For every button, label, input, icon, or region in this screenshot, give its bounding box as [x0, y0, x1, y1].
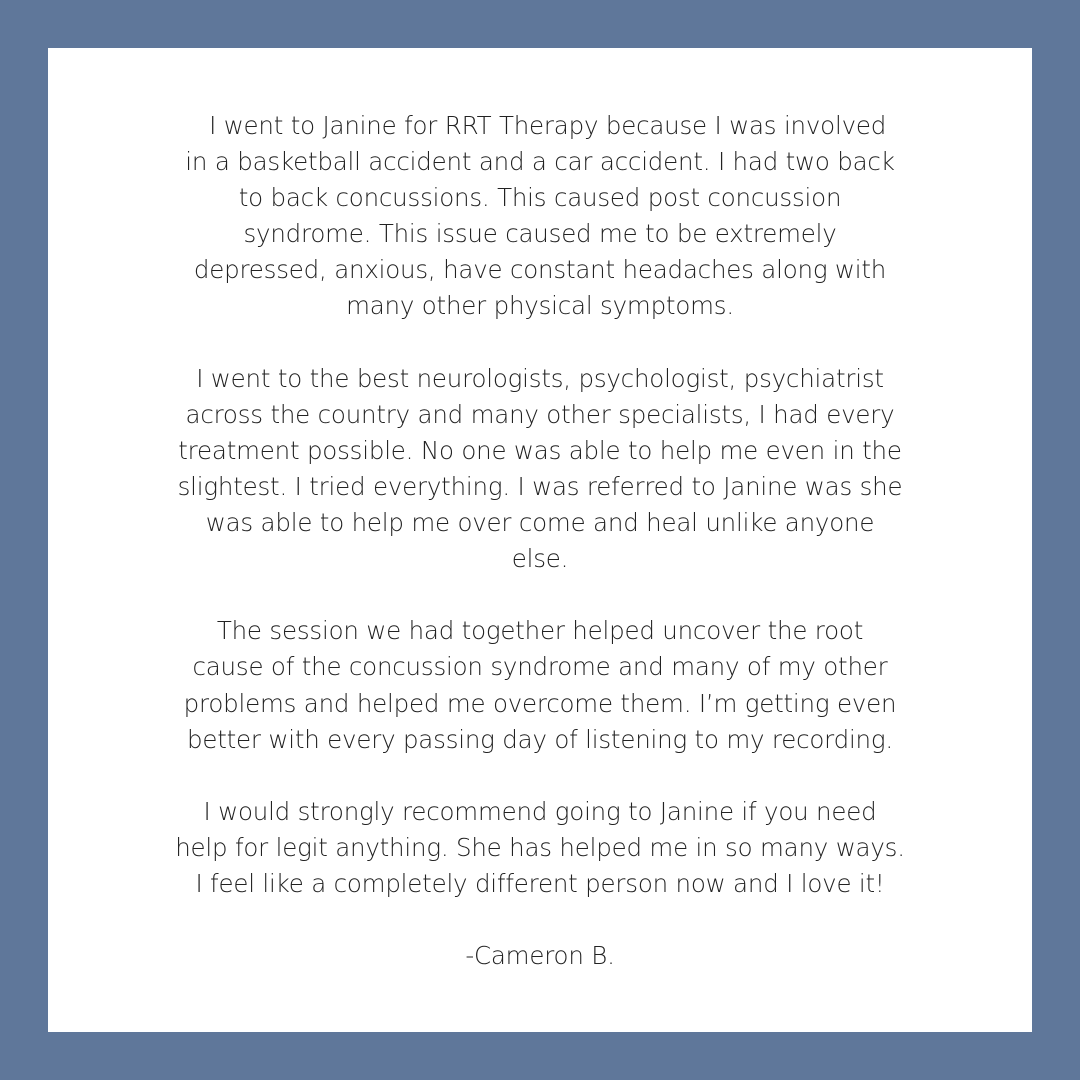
text-line: across the country and many other specialists, I had every: [185, 399, 895, 429]
text-line: I went to Janine for RRT Therapy because I was involved: [193, 111, 887, 140]
text-line: cause of the concussion syndrome and many of my other: [192, 652, 888, 682]
text-line: else.: [511, 544, 569, 574]
text-line: better with every passing day of listening to my recording.: [187, 724, 893, 754]
testimonial-paragraph-1: [150, 108, 930, 325]
text-line: slightest. I tried everything. I was referred to Janine was she: [177, 471, 903, 501]
text-line: in a basketball accident and a car accident. I had two back: [185, 147, 895, 177]
testimonial-text: [150, 108, 930, 974]
text-line: I would strongly recommend going to Janine if you need: [203, 796, 877, 826]
text-line: I went to the best neurologists, psychologist, psychiatrist: [196, 363, 884, 393]
text-line: problems and helped me overcome them. I’m getting even: [183, 688, 897, 718]
text-line: The session we had together helped uncover the root: [216, 616, 864, 646]
testimonial-paragraph-3: [150, 613, 930, 757]
text-line: to back concussions. This caused post concussion: [238, 183, 842, 213]
text-line: I feel like a completely different person now and I love it!: [195, 868, 885, 898]
text-line: syndrome. This issue caused me to be extremely: [243, 219, 837, 249]
text-line: treatment possible. No one was able to help me even in the: [178, 435, 902, 465]
text-line: depressed, anxious, have constant headaches along with: [193, 255, 887, 285]
testimonial-signature: -Cameron B.: [465, 941, 615, 971]
text-line: was able to help me over come and heal unlike anyone: [205, 508, 875, 538]
text-line: help for legit anything. She has helped me in so many ways.: [175, 832, 905, 862]
text-line: many other physical symptoms.: [346, 291, 734, 321]
testimonial-paragraph-4: [150, 794, 930, 902]
testimonial-paragraph-2: [150, 361, 930, 578]
